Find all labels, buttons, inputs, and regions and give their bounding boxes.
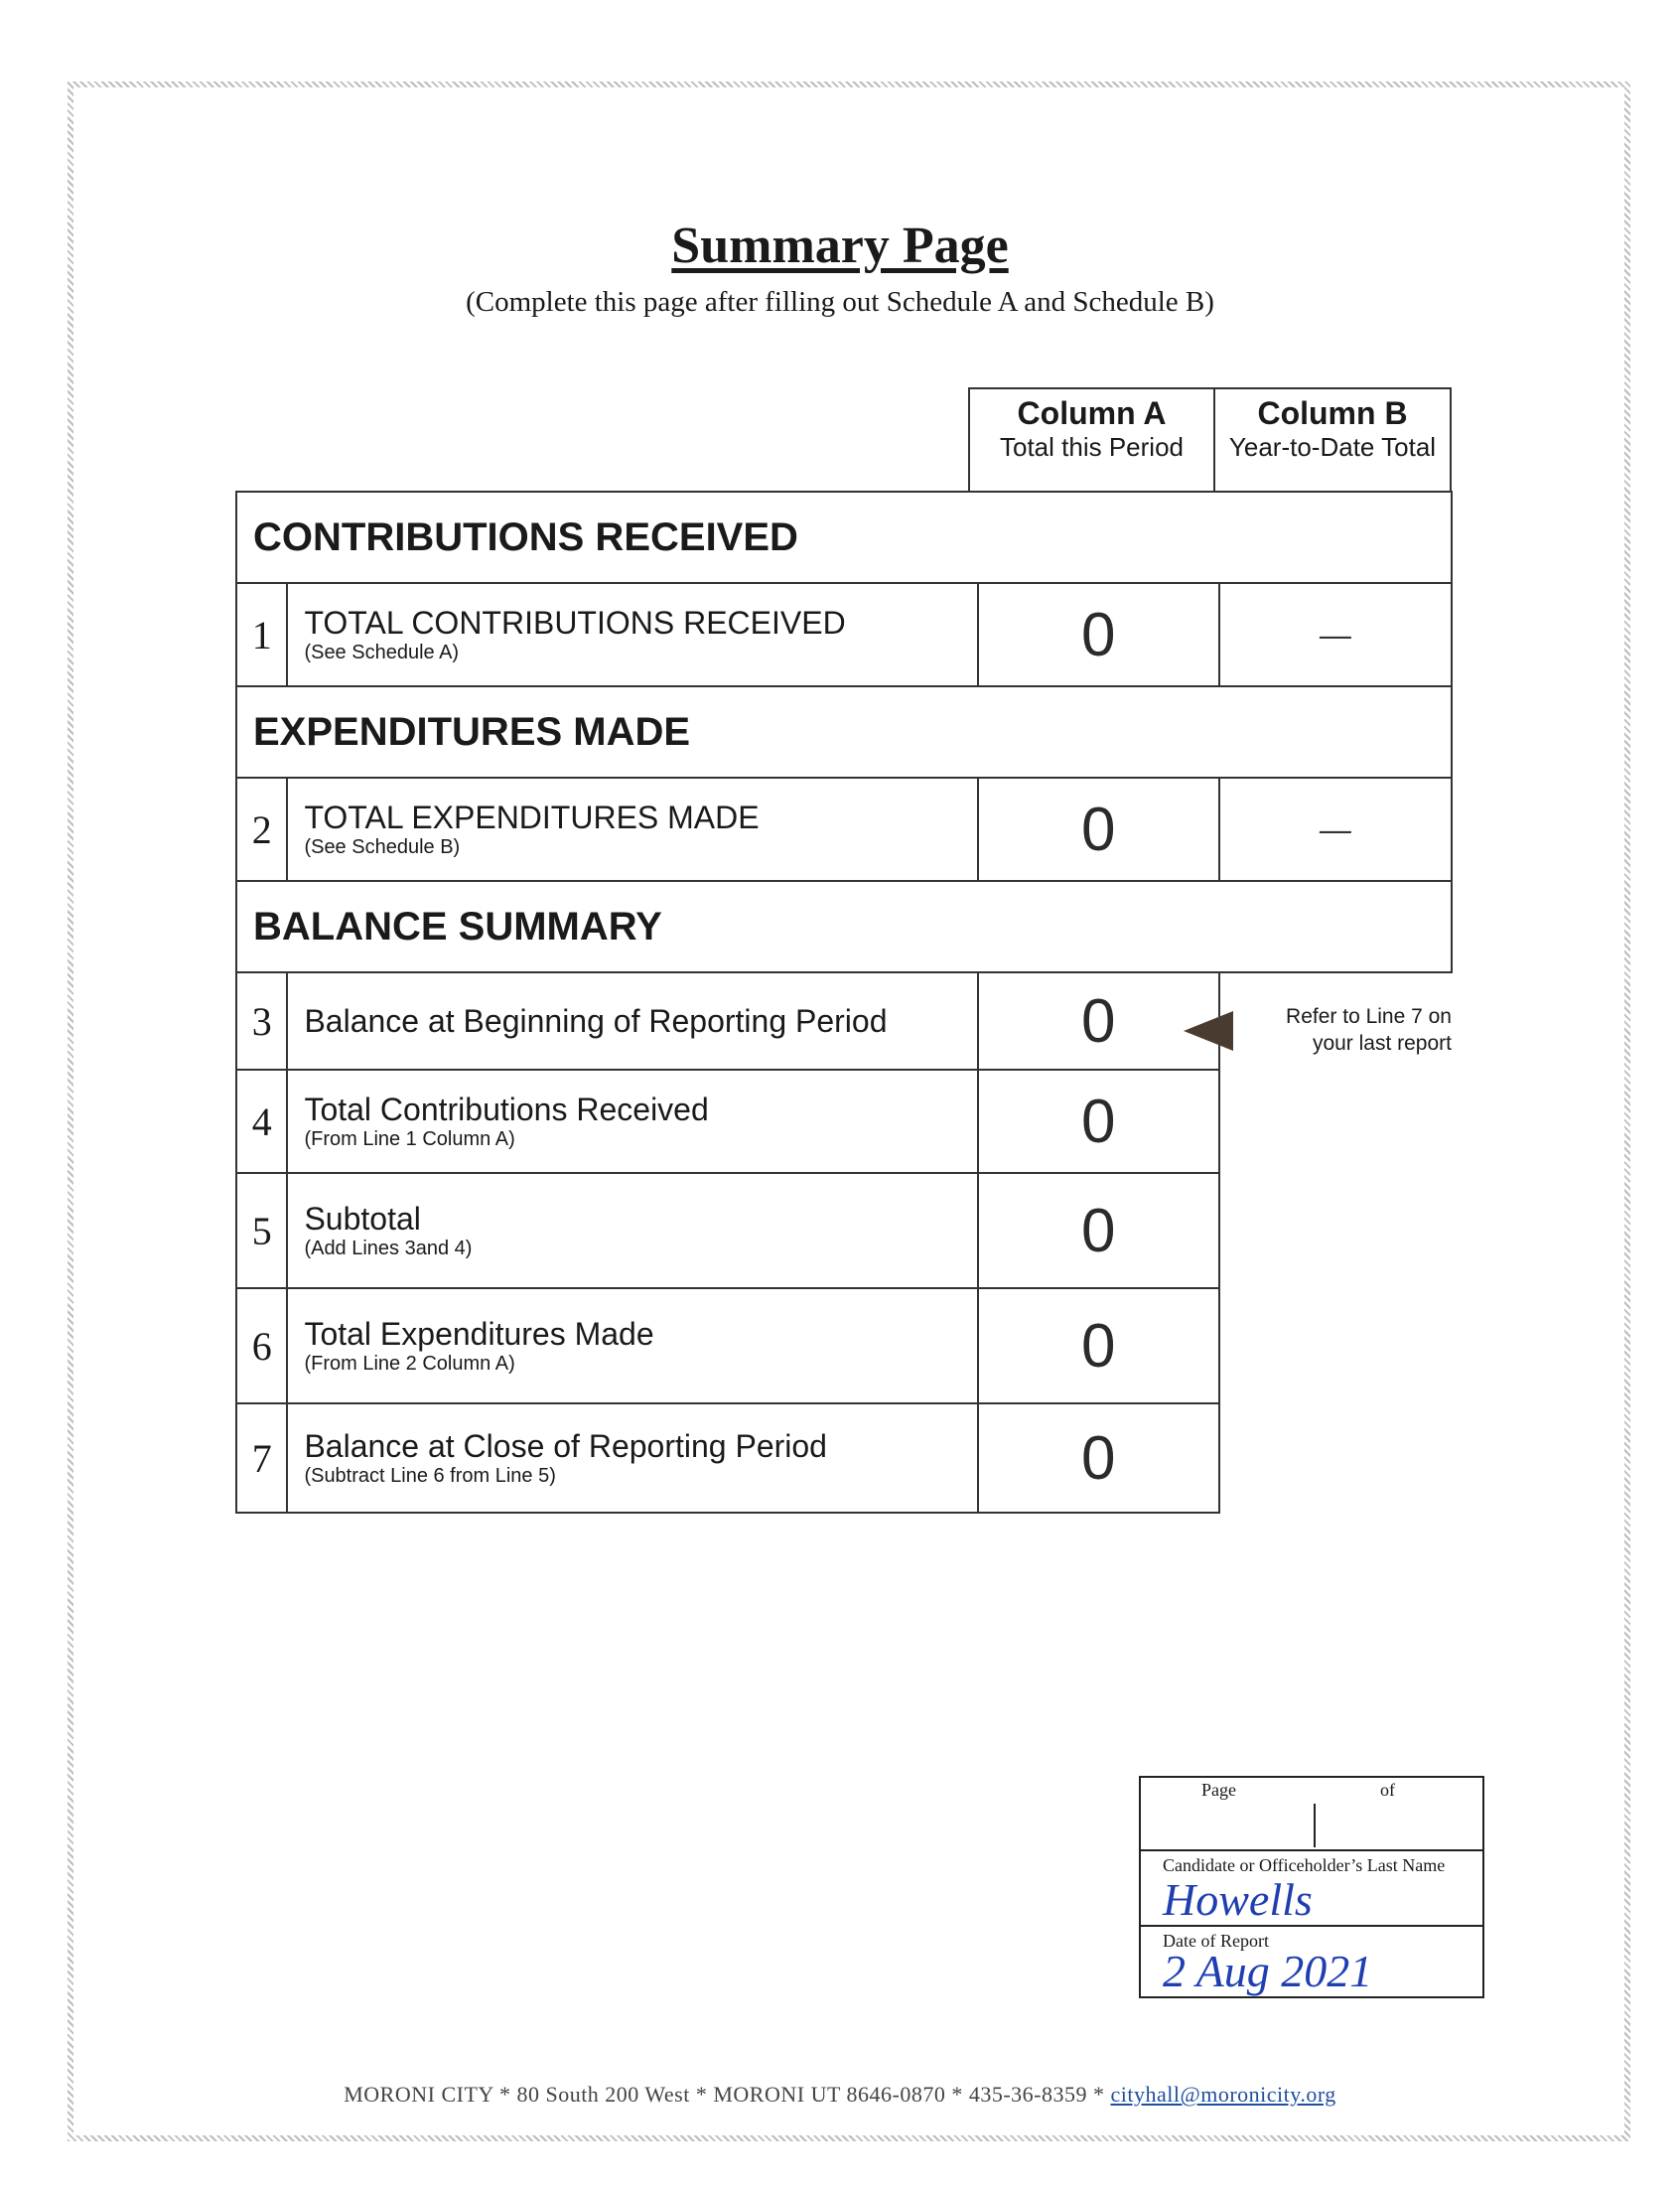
line-note: (See Schedule A) [304, 642, 460, 663]
column-a-value[interactable] [978, 583, 1219, 686]
line-description [287, 1403, 977, 1513]
column-b-subheading: Year-to-Date Total [1228, 432, 1437, 462]
line-label: Balance at Beginning of Reporting Period [304, 1003, 888, 1039]
line-number: 4 [236, 1070, 287, 1173]
line-note: (From Line 1 Column A) [304, 1128, 515, 1150]
handwritten-value: 0 [1080, 795, 1116, 864]
column-a-value[interactable] [978, 1070, 1219, 1173]
line-label: Subtotal [304, 1201, 421, 1237]
divider [1314, 1804, 1316, 1847]
handwritten-value: — [1319, 810, 1351, 847]
report-date-value: 2 Aug 2021 [1163, 1946, 1373, 1996]
line-description [287, 583, 977, 686]
line-label: Total Expenditures Made [304, 1316, 654, 1352]
page-label: Page [1201, 1780, 1236, 1800]
footer [0, 2082, 1680, 2108]
section-contributions [236, 492, 1452, 583]
line-number: 2 [236, 778, 287, 881]
line-number: 1 [236, 583, 287, 686]
last-name-value: Howells [1163, 1874, 1313, 1925]
line-label: TOTAL EXPENDITURES MADE [304, 800, 760, 835]
line-number: 5 [236, 1173, 287, 1288]
handwritten-value: 0 [1080, 1087, 1116, 1156]
line-description [287, 1070, 977, 1173]
footer-email-link[interactable]: cityhall@moronicity.org [1110, 2082, 1336, 2107]
table-row [236, 1070, 1452, 1173]
column-b-header [1213, 387, 1452, 491]
page-title: Summary Page [671, 218, 1009, 274]
column-b-value[interactable] [1219, 583, 1452, 686]
line-description [287, 972, 977, 1070]
section-title: EXPENDITURES MADE [236, 686, 1452, 778]
report-date-field[interactable] [1141, 1927, 1482, 1996]
column-b-value[interactable] [1219, 778, 1452, 881]
handwritten-value: 0 [1080, 600, 1116, 669]
line-note: (From Line 2 Column A) [304, 1353, 515, 1375]
handwritten-value: 0 [1080, 1311, 1116, 1381]
table-row [236, 1173, 1452, 1288]
column-b-heading: Column B [1257, 395, 1408, 431]
report-date-label: Date of Report [1163, 1931, 1269, 1951]
handwritten-value: 0 [1080, 1423, 1116, 1493]
line-label: Total Contributions Received [304, 1092, 709, 1127]
column-a-value[interactable] [978, 1173, 1219, 1288]
section-expenditures [236, 686, 1452, 778]
table-row [236, 1288, 1452, 1403]
column-a-heading: Column A [1017, 395, 1167, 431]
arrow-left-icon [1184, 1011, 1233, 1051]
footer-address: MORONI CITY * 80 South 200 West * MORONI UT 8646-0870 * 435-36-8359 * [344, 2082, 1111, 2107]
line-description [287, 1288, 977, 1403]
handwritten-value: 0 [1080, 986, 1116, 1056]
column-a-value[interactable] [978, 1403, 1219, 1513]
handwritten-value: 0 [1080, 1196, 1116, 1265]
column-a-subheading: Total this Period [1000, 432, 1184, 462]
line-note: (Add Lines 3and 4) [304, 1238, 473, 1259]
summary-table [235, 491, 1453, 1514]
table-row [236, 583, 1452, 686]
line-number: 6 [236, 1288, 287, 1403]
line-label: Balance at Close of Reporting Period [304, 1428, 827, 1464]
table-row [236, 1403, 1452, 1513]
line-note: (See Schedule B) [304, 836, 461, 858]
line-label: TOTAL CONTRIBUTIONS RECEIVED [304, 605, 846, 641]
line-number: 3 [236, 972, 287, 1070]
page-subtitle: (Complete this page after filling out Schedule A and Schedule B) [466, 286, 1214, 318]
line-description [287, 778, 977, 881]
last-name-label: Candidate or Officeholder’s Last Name [1163, 1855, 1446, 1875]
handwritten-value: — [1319, 616, 1351, 653]
column-a-value[interactable] [978, 778, 1219, 881]
section-title: CONTRIBUTIONS RECEIVED [236, 492, 1452, 583]
line-description [287, 1173, 977, 1288]
refer-note: Refer to Line 7 on your last report [1286, 1005, 1452, 1055]
page-info-box [1139, 1776, 1484, 1998]
column-a-value[interactable] [978, 1288, 1219, 1403]
page-number-field[interactable] [1141, 1778, 1482, 1851]
line-number: 7 [236, 1403, 287, 1513]
line-note: (Subtract Line 6 from Line 5) [304, 1465, 556, 1487]
last-name-field[interactable] [1141, 1851, 1482, 1927]
section-title: BALANCE SUMMARY [236, 881, 1452, 972]
column-a-header [968, 387, 1215, 491]
of-label: of [1380, 1780, 1395, 1800]
table-row [236, 778, 1452, 881]
section-balance [236, 881, 1452, 972]
